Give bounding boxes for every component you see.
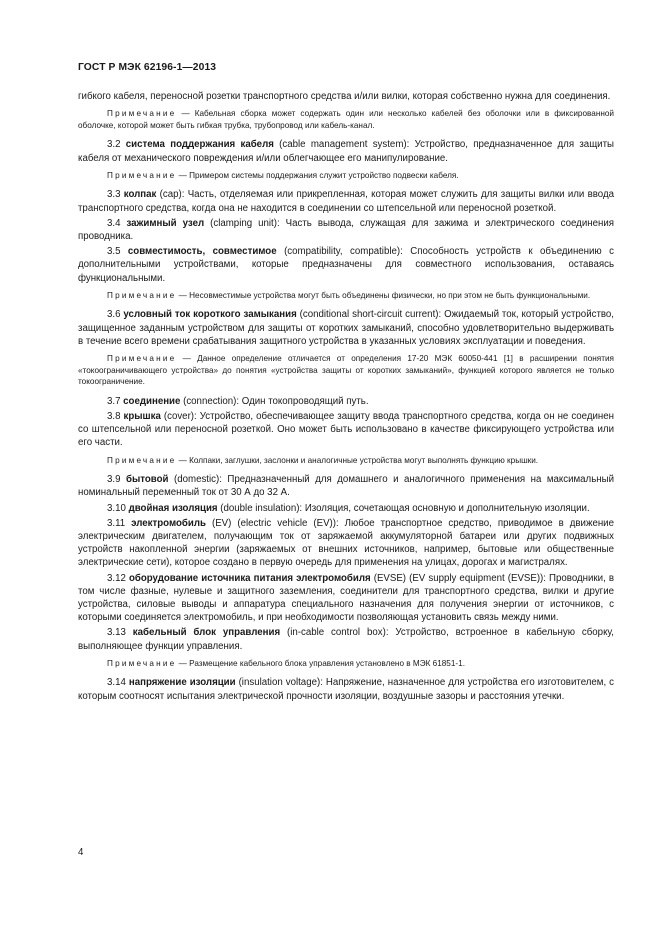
note-text: — Колпаки, заглушки, заслонки и аналогичные устройства могут выполнять функцию крышки.: [176, 455, 539, 465]
definition-number: 3.3: [107, 189, 121, 201]
definition-text: (connection): Один токопроводящий путь.: [180, 395, 369, 407]
definition-number: 3.8: [107, 411, 121, 422]
definition: [78, 138, 614, 164]
paragraph: гибкого кабеля, переносной розетки транспортного средства и/или вилки, которая собственно нужна для соединения.: [78, 91, 611, 102]
definition-text: (in-cable control box): Устройство, встроенное в кабельную сборку, выполняющее функции управления.: [78, 627, 614, 652]
definition: [78, 245, 614, 285]
definition-text: (cable management system): Устройство, предназначенное для защиты кабеля от механического повреждения и/или облегчающее его манипулирование.: [78, 139, 614, 164]
note: [78, 353, 614, 388]
definition-number: 3.11: [107, 517, 126, 529]
definition-text: (double insulation): Изоляция, сочетающая основную и дополнительную изоляции.: [217, 502, 590, 514]
definition: [78, 395, 614, 408]
definition: [78, 676, 614, 702]
definition-term: условный ток короткого замыкания: [123, 309, 297, 321]
definition-number: 3.12: [107, 572, 126, 584]
note-text: — Кабельная сборка может содержать один или несколько кабелей без оболочки или в фиксированной оболочке, которой может быть гибкая трубка, трубопровод или кабель-канал.: [78, 109, 614, 130]
note-text: — Размещение кабельного блока управления установлено в МЭК 61851-1.: [176, 658, 465, 668]
definition: [78, 473, 614, 499]
document-body: [78, 90, 614, 705]
definition-term: система поддержания кабеля: [125, 139, 274, 151]
definition-term: крышка: [123, 411, 161, 422]
note: [78, 108, 614, 131]
definition-text: (EV) (electric vehicle (EV)): Любое транспортное средство, приводимое в движение электрическим двигателем, получающим ток от заряжаемой аккумуляторной батареи или других подвижных устройств накопленной энергии (заряжаемых от внешних источников, например, бытовые или общественные электрические сети), которое создано в первую очередь для применения на улицах, дорогах и магистралях.: [78, 517, 614, 569]
definition-text: (cap): Часть, отделяемая или прикрепленная, которая может служить для защиты вилки или ввода транспортного средства, когда она не находится в соединении со штепсельной или переносной розеткой.: [78, 189, 614, 214]
definition: [78, 308, 614, 348]
definition-term: напряжение изоляции: [128, 677, 236, 689]
definition-text: (conditional short-circuit current): Ожидаемый ток, который устройство, защищенное заданным устройством для защиты от коротких замыканий, способно удовлетворительно выдерживать в течение всего времени срабатывания защитного устройства в указанных условиях эксплуатации и поведения.: [78, 309, 615, 347]
definition-term: зажимный узел: [126, 217, 205, 229]
definition: [78, 217, 614, 243]
note: [78, 455, 614, 467]
definition: [78, 626, 614, 652]
definition-number: 3.5: [107, 246, 121, 258]
note-text: — Примером системы поддержания служит устройство подвески кабеля.: [176, 170, 459, 180]
definition-number: 3.14: [107, 677, 126, 689]
note-label: Примечание: [107, 658, 177, 668]
definition: [78, 188, 614, 214]
page-number: 4: [78, 847, 84, 858]
note-text: — Несовместимые устройства могут быть объединены физически, но при этом не быть функциональными.: [176, 290, 591, 300]
definition-term: двойная изоляция: [128, 502, 218, 514]
note-label: Примечание: [107, 290, 177, 300]
note: [78, 290, 614, 302]
definition-number: 3.6: [107, 309, 121, 321]
note-text: — Данное определение отличается от определения 17-20 МЭК 60050-441 [1] в расширении понятия «токоограничивающего устройства» до понятия «устройства защиты от коротких замыканий», функцией которого является не только токоограничение.: [78, 354, 614, 387]
definition-term: оборудование источника питания электромобиля: [128, 572, 371, 584]
note: [78, 170, 614, 182]
note-label: Примечание: [107, 354, 177, 364]
definition-term: электромобиль: [131, 517, 206, 529]
definition-term: кабельный блок управления: [132, 627, 281, 639]
note: [78, 658, 614, 670]
note-label: Примечание: [107, 455, 177, 465]
definition-term: колпак: [123, 189, 157, 201]
definition-text: (domestic): Предназначенный для домашнего и аналогичного применения на максимальный номинальный переменный ток от 30 А до 32 А.: [78, 474, 614, 499]
definition-text: (compatibility, compatible): Способность устройств к объединению с дополнительными устройствами, которые предназначены для совместного использования, оставаясь функциональными.: [78, 246, 614, 284]
definition-term: соединение: [123, 395, 181, 407]
note-label: Примечание: [107, 109, 177, 119]
definition: [78, 410, 614, 450]
definition-number: 3.10: [107, 502, 126, 514]
definition-term: бытовой: [125, 474, 169, 486]
definition-text: (cover): Устройство, обеспечивающее защиту ввода транспортного средства, когда он не соединен со штепсельной или переносной розеткой. Оно может быть использовано в качестве фиксирующего устройства или его части.: [78, 411, 614, 449]
definition-number: 3.4: [107, 217, 121, 229]
definition-text: (clamping unit): Часть вывода, служащая для зажима и электрического соединения проводника.: [78, 217, 614, 242]
note-label: Примечание: [107, 170, 177, 180]
definition-number: 3.9: [107, 474, 121, 486]
definition: [78, 517, 614, 570]
definition-number: 3.13: [107, 627, 126, 639]
definition: [78, 572, 614, 625]
definition-text: (EVSE) (EV supply equipment (EVSE)): Проводники, в том числе фазные, нулевые и защитного заземления, соединители для транспортного средства, вилки и другие устройства, силовые выводы и аппаратура специального назначения для получения энергии от источников, с которыми соединяется электромобиль, и при необходимости позволяющая установить связь между ними.: [78, 572, 614, 624]
definition-term: совместимость, совместимое: [127, 246, 277, 258]
definition-number: 3.7: [107, 395, 121, 407]
definition-text: (insulation voltage): Напряжение, назначенное для устройства его изготовителем, с которым соотносят испытания электрической прочности изоляции, воздушные зазоры и расстояния утечки.: [78, 677, 614, 702]
definition-number: 3.2: [107, 139, 121, 151]
page-header: ГОСТ Р МЭК 62196-1—2013: [78, 62, 217, 73]
definition: [78, 502, 614, 515]
